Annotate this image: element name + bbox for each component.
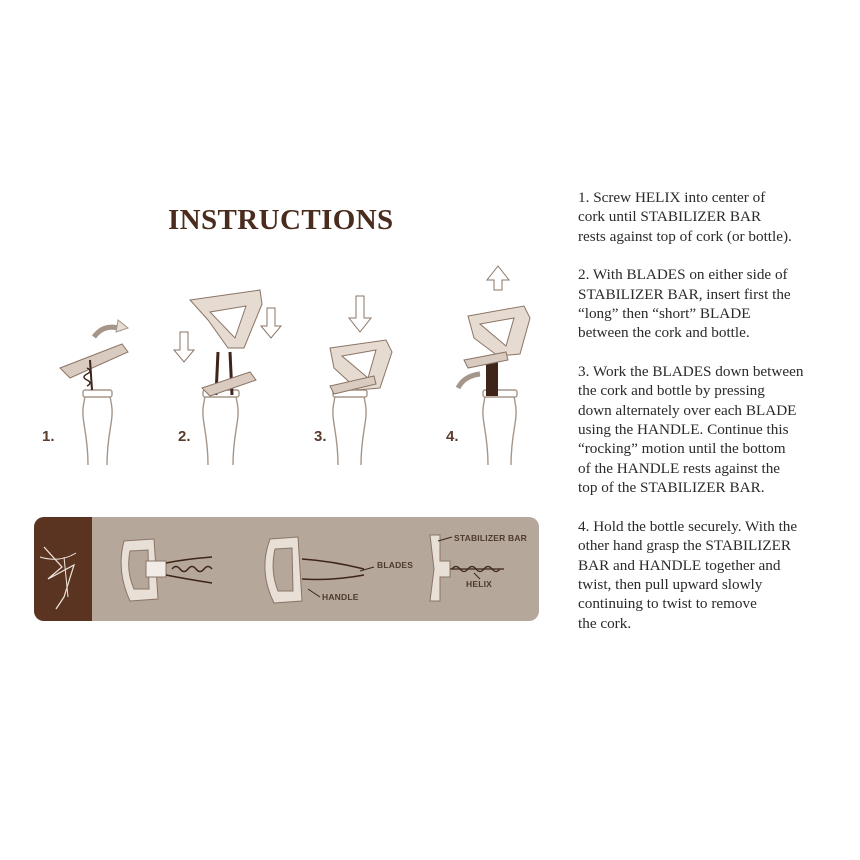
step-3-tool	[330, 296, 392, 394]
label-helix: HELIX	[466, 579, 493, 589]
step-2-tool	[174, 290, 281, 396]
step-4-tool	[458, 266, 530, 396]
instruction-list	[578, 188, 846, 652]
bottle-4	[483, 390, 517, 465]
label-stabilizer-bar: STABILIZER BAR	[454, 533, 527, 543]
bottle-3	[333, 390, 367, 465]
step-number-3: 3.	[314, 428, 327, 445]
parts-banner	[34, 517, 539, 621]
assembled-tool	[121, 539, 212, 601]
step-1-tool	[60, 320, 128, 390]
step-number-1: 1.	[42, 428, 55, 445]
instruction-step-2: 2. With BLADES on either side of STABILIZER BAR, insert first the “long” then “short” BLADE between the cork and bottle.	[578, 266, 791, 342]
instruction-step-3: 3. Work the BLADES down between the cork and bottle by pressing down alternately over each BLADE using the HANDLE. Continue this “rocking” motion until the bottom of the HANDLE rests against the top of the STABILIZER BAR.	[578, 362, 804, 497]
steps-illustration	[30, 260, 550, 490]
instruction-step-4: 4. Hold the bottle securely. With the other hand grasp the STABILIZER BAR and HANDLE together and twist, then pull upward slowly continuing to twist to remove the cork.	[578, 517, 798, 632]
step-number-2: 2.	[178, 428, 191, 445]
label-blades: BLADES	[377, 560, 414, 570]
bottle-1	[83, 390, 112, 465]
page-title: INSTRUCTIONS	[168, 204, 394, 236]
instruction-step-1: 1. Screw HELIX into center of cork until STABILIZER BAR rests against top of cork (or bottle).	[578, 189, 792, 245]
stabilizer-with-helix	[430, 535, 504, 601]
step-number-4: 4.	[446, 428, 459, 445]
label-handle: HANDLE	[322, 592, 359, 602]
step-drawings	[30, 260, 550, 490]
bottle-2	[203, 390, 239, 465]
